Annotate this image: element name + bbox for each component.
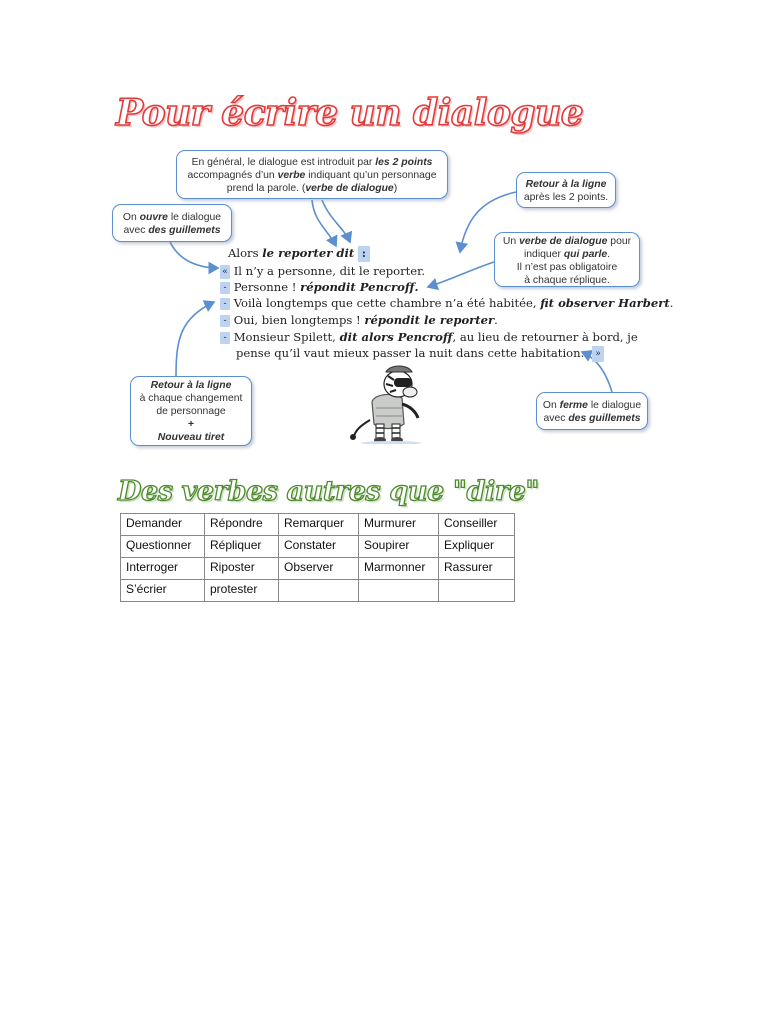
callout-ferme: On ferme le dialogue avec des guillemets — [536, 392, 648, 430]
arrow-ouvre — [170, 242, 218, 268]
table-row — [121, 536, 515, 558]
table-cell: Remarquer — [279, 514, 359, 536]
arrow-verbe — [428, 262, 494, 287]
table-row — [121, 580, 515, 602]
table-cell: Questionner — [121, 536, 205, 558]
table-cell: Expliquer — [439, 536, 515, 558]
open-quote-marker: « — [220, 265, 230, 279]
table-row — [121, 558, 515, 580]
table-cell: S’écrier — [121, 580, 205, 602]
arrow-intro-to-verb — [312, 200, 336, 246]
table-cell — [439, 580, 515, 602]
callout-intro: En général, le dialogue est introduit par les 2 points accompagnés d’un verbe indiquant qu’un personnage prend la parole. (verbe de dialogue) — [176, 150, 448, 199]
table-cell — [279, 580, 359, 602]
dialogue-line-1: « Il n’y a personne, dit le reporter. — [220, 264, 425, 279]
dialogue-line-3: - Voilà longtemps que cette chambre n’a été habitée, fit observer Harbert. — [220, 296, 673, 310]
callout-ouvre: On ouvre le dialogue avec des guillemets — [112, 204, 232, 242]
table-cell: Rassurer — [439, 558, 515, 580]
dialogue-line-5: - Monsieur Spilett, dit alors Pencroff, au lieu de retourner à bord, je — [220, 330, 638, 344]
arrow-retour-personnage — [176, 302, 214, 376]
table-row — [121, 514, 515, 536]
table-cell: Constater — [279, 536, 359, 558]
table-cell: Observer — [279, 558, 359, 580]
table-cell: protester — [205, 580, 279, 602]
dash-marker: - — [220, 315, 230, 327]
colon-marker: : — [358, 246, 370, 262]
table-cell: Répondre — [205, 514, 279, 536]
close-quote-marker: » — [592, 346, 604, 362]
dash-marker: - — [220, 332, 230, 344]
table-cell: Demander — [121, 514, 205, 536]
dash-marker: - — [220, 298, 230, 310]
zebra-mascot-illustration — [346, 364, 436, 444]
table-cell: Marmonner — [359, 558, 439, 580]
table-cell: Répliquer — [205, 536, 279, 558]
table-cell: Conseiller — [439, 514, 515, 536]
table-cell: Interroger — [121, 558, 205, 580]
callout-verbe: Un verbe de dialogue pour indiquer qui parle. Il n’est pas obligatoire à chaque réplique. — [494, 232, 640, 287]
dialogue-intro: Alors le reporter dit : — [228, 246, 370, 262]
dialogue-line-4: - Oui, bien longtemps ! répondit le reporter. — [220, 313, 498, 327]
table-cell: Riposter — [205, 558, 279, 580]
section-title-verbs: Des verbes autres que "dire" — [118, 476, 540, 507]
dash-marker: - — [220, 282, 230, 294]
page-title: Pour écrire un dialogue — [116, 92, 584, 134]
table-cell — [359, 580, 439, 602]
callout-retour-points: Retour à la ligne après les 2 points. — [516, 172, 616, 208]
table-cell: Murmurer — [359, 514, 439, 536]
arrow-intro-to-colon — [322, 200, 350, 242]
dialogue-line-6: pense qu’il vaut mieux passer la nuit dans cette habitation. » — [236, 346, 604, 362]
table-cell: Soupirer — [359, 536, 439, 558]
verbs-table — [120, 513, 515, 602]
dialogue-line-2: - Personne ! répondit Pencroff. — [220, 280, 419, 294]
callout-retour-personnage: Retour à la ligne à chaque changement de personnage + Nouveau tiret — [130, 376, 252, 446]
